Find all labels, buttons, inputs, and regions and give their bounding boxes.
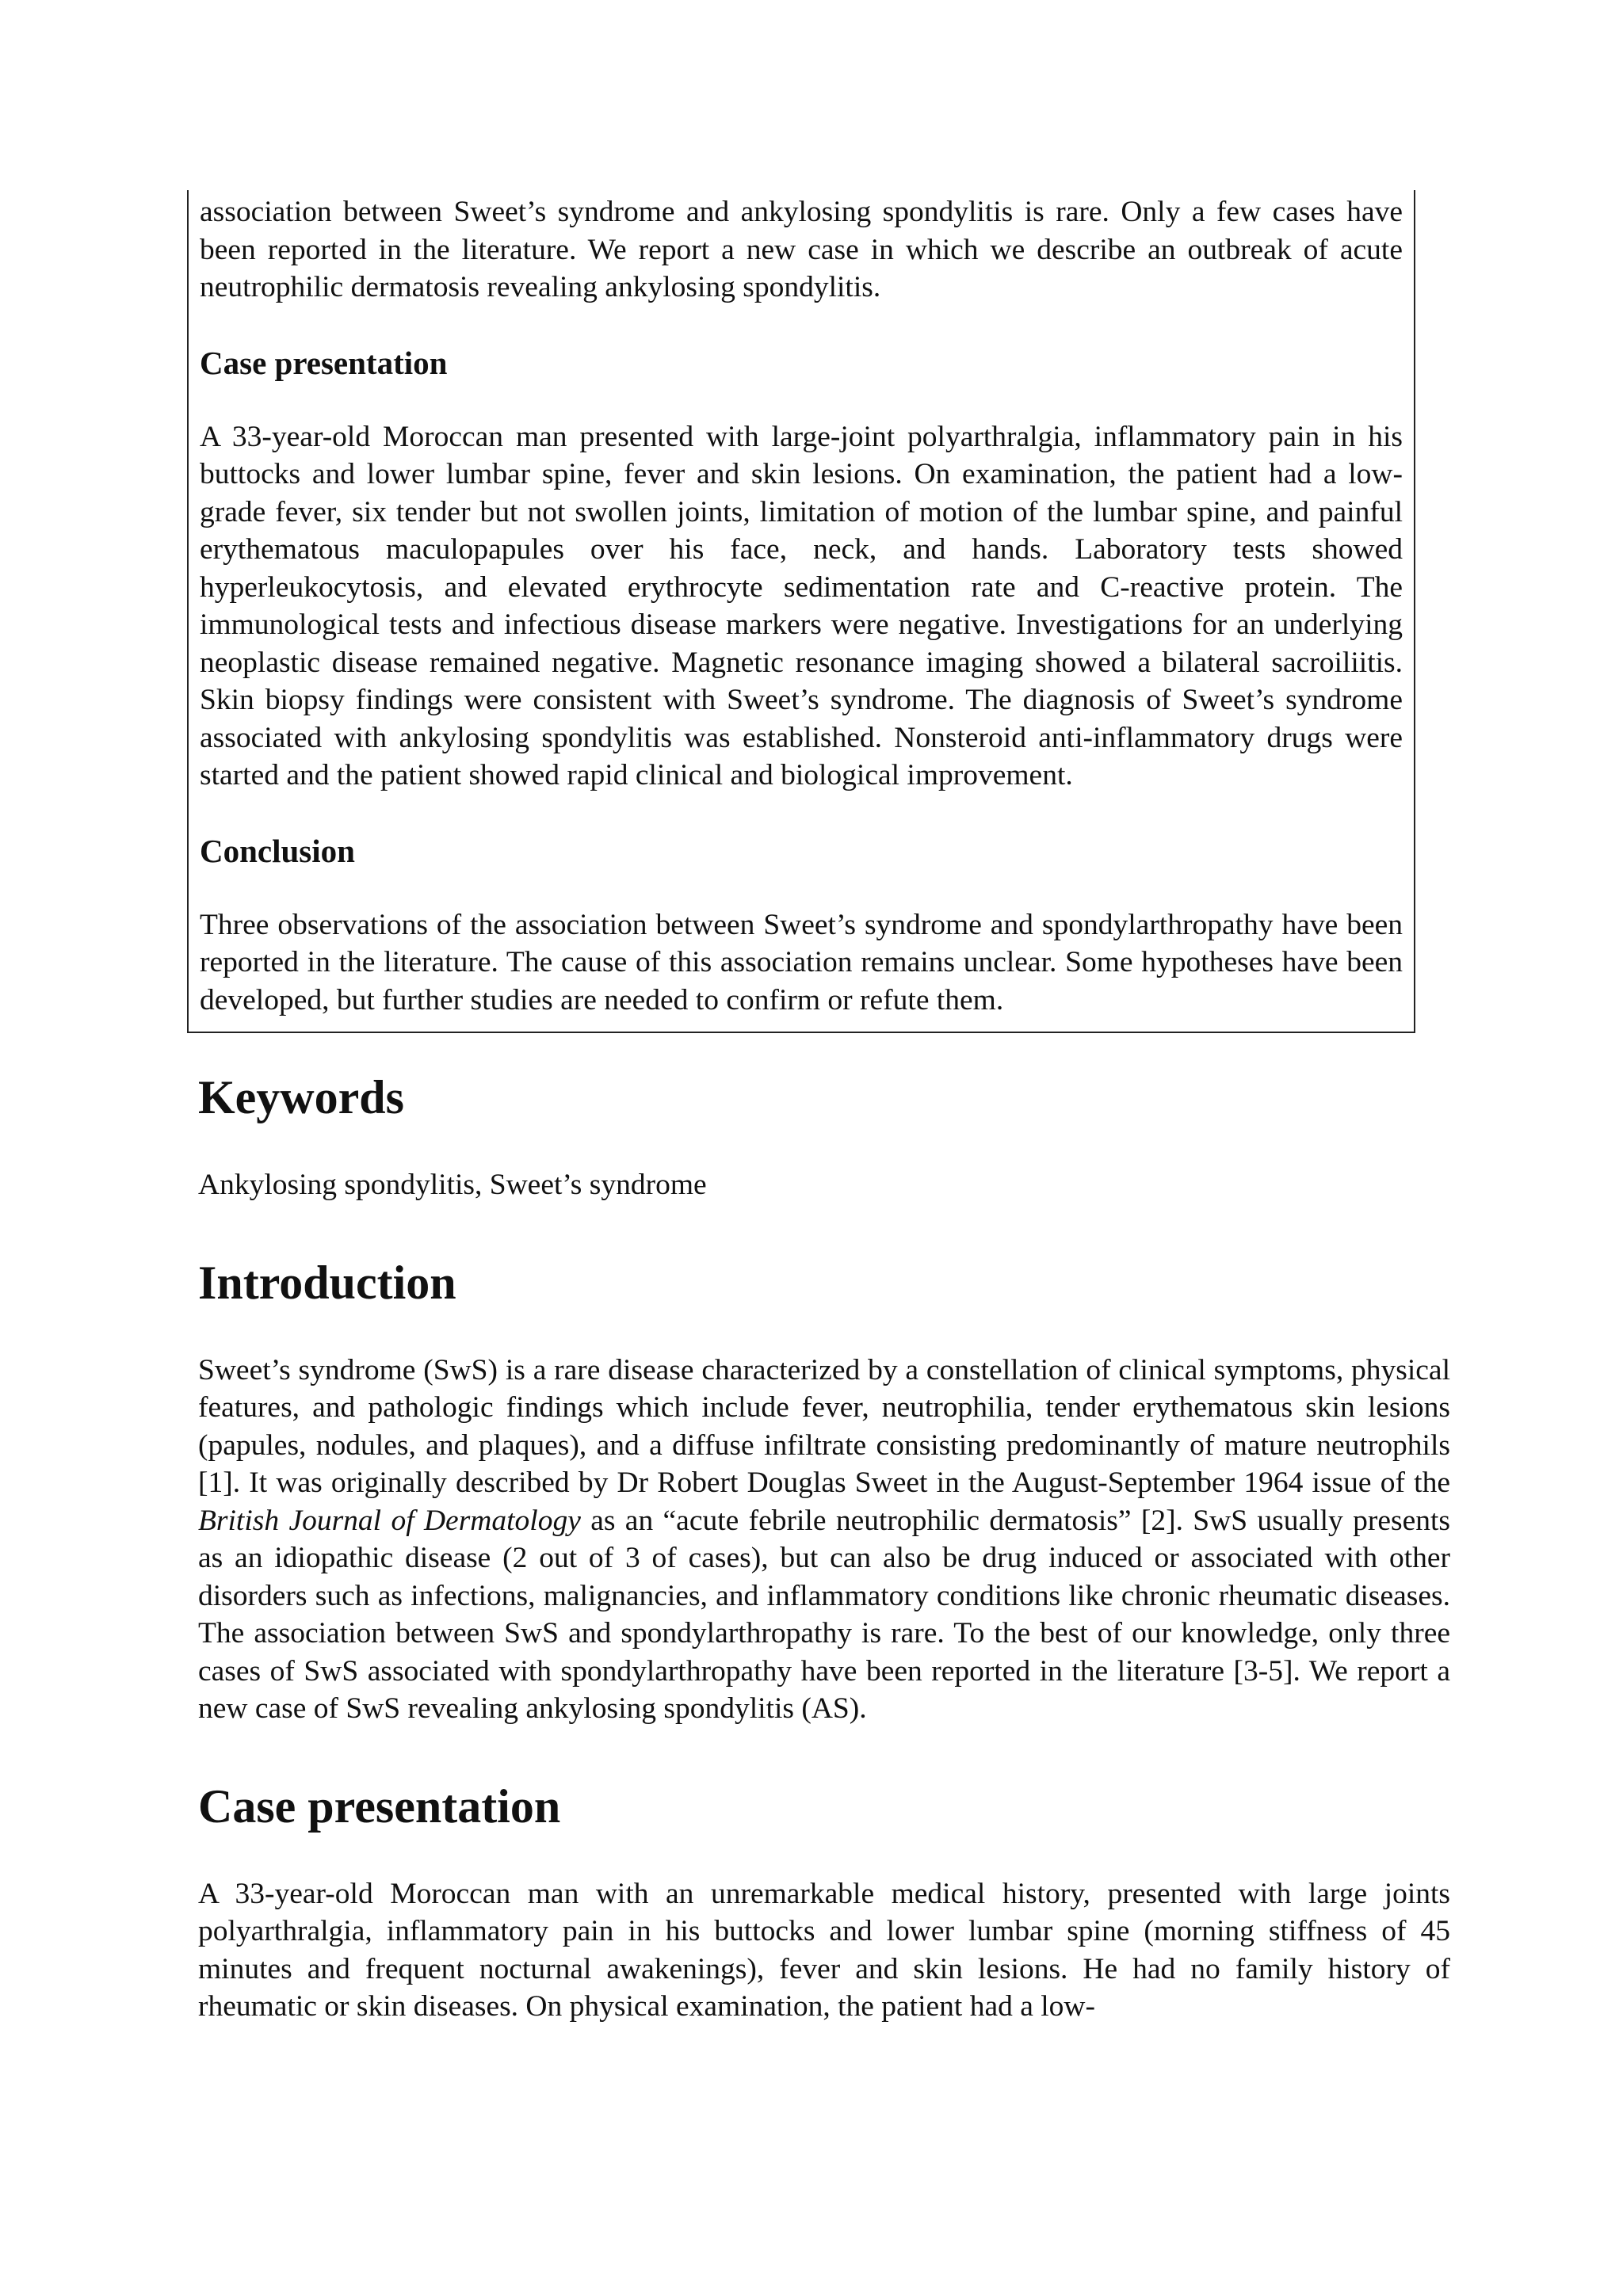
abstract-case-text: A 33-year-old Moroccan man presented with large-joint polyarthralgia, inflammatory pain in his buttocks and lower lumbar spine, fever and skin lesions. On examination, the patient had a low-grade fever, six tender but not swollen joints, limitation of motion of the lumbar spine, and painful erythematous maculopapules over his face, neck, and hands. Laboratory tests showed hyperleukocytosis, and elevated erythrocyte sedimentation rate and C-reactive protein. The immunological tests and infectious disease markers were negative. Investigations for an underlying neoplastic disease remained negative. Magnetic resonance imaging showed a bilateral sacroiliitis. Skin biopsy findings were consistent with Sweet’s syndrome. The diagnosis of Sweet’s syndrome associated with ankylosing spondylitis was established. Nonsteroid anti-inflammatory drugs were started and the patient showed rapid clinical and biological improvement. <box>200 420 1403 791</box>
abstract-background-text: association between Sweet’s syndrome and ankylosing spondylitis is rare. Only a few cases have been reported in the literature. We report a new case in which we describe an outbreak of acute neutrophilic dermatosis revealing ankylosing spondylitis. <box>200 196 1403 303</box>
introduction-heading: Introduction <box>198 1256 456 1309</box>
keywords-text: Ankylosing spondylitis, Sweet’s syndrome <box>198 1169 707 1201</box>
journal-title: British Journal of Dermatology <box>198 1504 581 1537</box>
abstract-conclusion-heading: Conclusion <box>200 832 355 869</box>
introduction-text <box>198 1352 1450 1728</box>
page <box>198 190 1450 2026</box>
introduction-text-part1: Sweet’s syndrome (SwS) is a rare disease characterized by a constellation of clinical symptoms, physical features, and pathologic findings which include fever, neutrophilia, tender erythematous skin lesions (papules, nodules, and plaques), and a diffuse infiltrate consisting predominantly of mature neutrophils [1]. It was originally described by Dr Robert Douglas Sweet in the August-September 1964 issue of the <box>198 1353 1450 1499</box>
abstract-conclusion-text: Three observations of the association between Sweet’s syndrome and spondylarthropathy have been reported in the literature. The cause of this association remains unclear. Some hypotheses have been developed, but further studies are needed to confirm or refute them. <box>200 908 1403 1016</box>
keywords-heading: Keywords <box>198 1071 404 1123</box>
abstract-case-heading: Case presentation <box>200 344 448 381</box>
case-presentation-text: A 33-year-old Moroccan man with an unremarkable medical history, presented with large joints polyarthralgia, inflammatory pain in his buttocks and lower lumbar spine (morning stiffness of 45 minutes and frequent nocturnal awakenings), fever and skin lesions. He had no family history of rheumatic or skin diseases. On physical examination, the patient had a low- <box>198 1877 1450 2023</box>
introduction-text-part2: as an “acute febrile neutrophilic dermatosis” [2]. SwS usually presents as an idiopathic disease (2 out of 3 of cases), but can also be drug induced or associated with other disorders such as infections, malignancies, and inflammatory conditions like chronic rheumatic diseases. The association between SwS and spondylarthropathy is rare. To the best of our knowledge, only three cases of SwS associated with spondylarthropathy have been reported in the literature [3-5]. We report a new case of SwS revealing ankylosing spondylitis (AS). <box>198 1504 1450 1725</box>
abstract-box <box>187 190 1415 1033</box>
case-presentation-heading: Case presentation <box>198 1779 561 1833</box>
